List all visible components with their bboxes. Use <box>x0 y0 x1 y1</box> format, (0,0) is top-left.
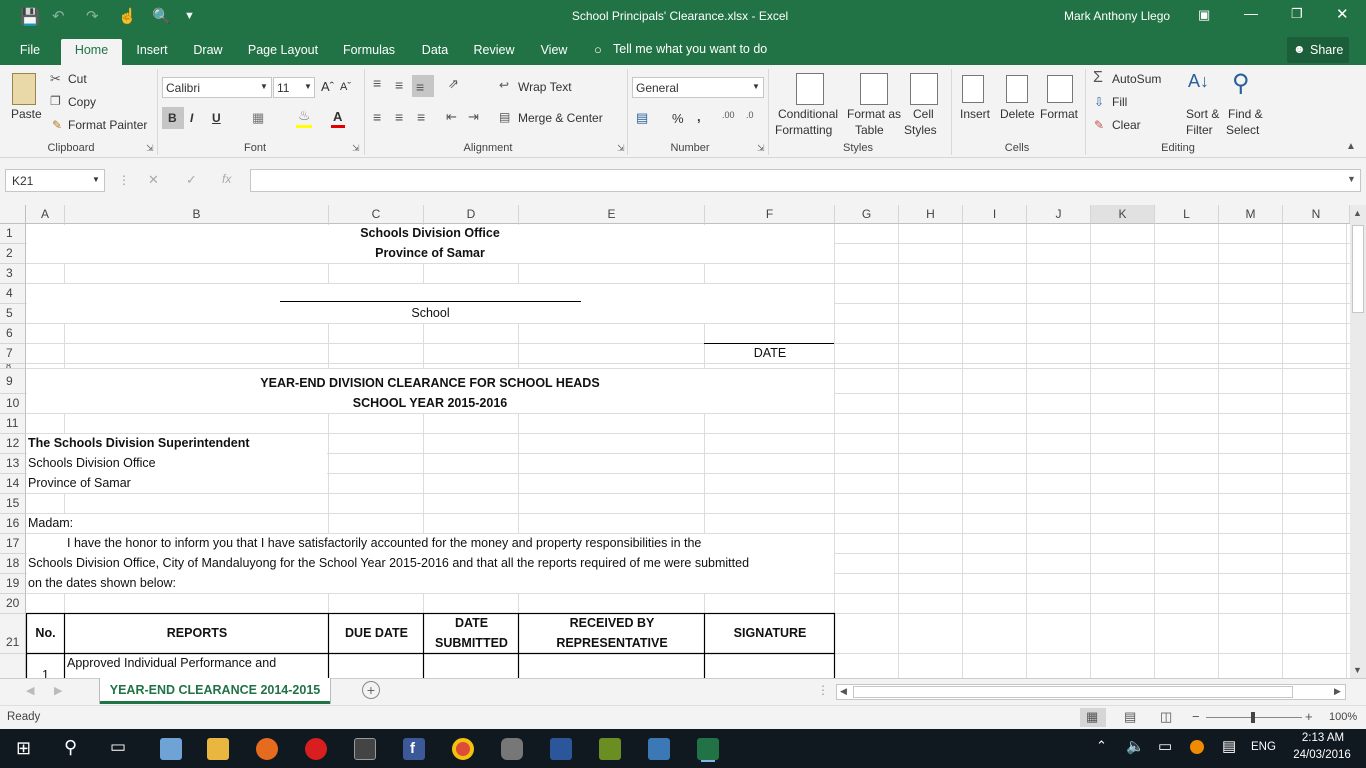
number-launcher-icon[interactable]: ⇲ <box>757 143 765 153</box>
tab-page-layout[interactable]: Page Layout <box>247 43 319 57</box>
format-painter-icon: ✎ <box>52 118 63 132</box>
orientation-icon[interactable]: ⇗ <box>448 76 459 91</box>
row-header[interactable]: 6 <box>0 324 26 344</box>
font-launcher-icon[interactable]: ⇲ <box>352 143 360 153</box>
tab-draw[interactable]: Draw <box>193 43 223 57</box>
row-header[interactable]: 8 <box>0 364 26 369</box>
paste-button[interactable]: Paste <box>11 107 42 121</box>
number-format-dropdown[interactable] <box>632 77 764 98</box>
group-label-font: Font <box>243 142 266 154</box>
conditional-formatting-line2: Formatting <box>775 123 833 137</box>
format-painter-button[interactable]: Format Painter <box>68 118 148 132</box>
group-label-clipboard: Clipboard <box>47 142 95 154</box>
sheet-tab-active[interactable] <box>100 678 330 704</box>
file-explorer-icon[interactable] <box>207 738 229 760</box>
copy-button[interactable]: Copy <box>68 95 97 109</box>
status-bar <box>0 705 1366 729</box>
scroll-right-icon[interactable]: ▶ <box>1334 686 1341 696</box>
conditional-formatting-icon <box>796 73 824 105</box>
row-header[interactable]: 20 <box>0 594 26 614</box>
cell-body-line2[interactable]: Schools Division Office, City of Mandaluyong for the School Year 2015-2016 and that all the reports required of me were submitted <box>28 556 750 570</box>
row-header[interactable]: 18 <box>0 554 26 574</box>
restore-icon[interactable]: ❐ <box>1291 6 1303 21</box>
clock-time[interactable]: 2:13 AM <box>1301 732 1345 744</box>
ribbon <box>0 65 1366 158</box>
row-header[interactable]: 12 <box>0 434 26 454</box>
row-header[interactable]: 19 <box>0 574 26 594</box>
cell-styles-button[interactable]: Cell <box>913 107 934 121</box>
divider <box>157 69 158 155</box>
chevron-down-icon: ▼ <box>752 82 760 91</box>
delete-cells-button[interactable]: Delete <box>1000 107 1035 121</box>
cell-date-label[interactable]: DATE <box>753 346 787 360</box>
row-header[interactable]: 11 <box>0 414 26 434</box>
copy-icon: ❐ <box>50 94 61 108</box>
font-color-icon[interactable]: A <box>333 109 343 124</box>
zoom-out-icon[interactable]: − <box>1192 709 1200 724</box>
cut-button[interactable]: Cut <box>68 72 87 86</box>
table-header-due-date[interactable]: DUE DATE <box>345 626 408 640</box>
person-icon: ☻ <box>1293 42 1306 56</box>
comma-button[interactable]: , <box>697 109 701 124</box>
facebook-icon[interactable] <box>403 738 425 760</box>
cell-styles-line2: Styles <box>904 123 937 137</box>
align-top-icon[interactable]: ≡ <box>373 75 382 91</box>
row-header[interactable]: 1 <box>0 224 26 244</box>
cell-addressee[interactable]: The Schools Division Superintendent <box>28 436 250 450</box>
vertical-scrollbar[interactable] <box>1350 205 1366 678</box>
alignment-launcher-icon[interactable]: ⇲ <box>617 143 625 153</box>
cell-address-line1[interactable]: Schools Division Office <box>28 456 156 470</box>
fill-color-swatch <box>296 125 312 128</box>
minimize-icon[interactable]: — <box>1244 5 1258 21</box>
number-format-value: General <box>636 81 679 95</box>
column-header-j[interactable]: J <box>1027 205 1091 224</box>
tab-data[interactable]: Data <box>421 43 449 57</box>
windows-start-icon[interactable]: ⊞ <box>16 738 32 758</box>
action-center-icon[interactable]: ▤ <box>1222 738 1237 755</box>
show-hidden-icons-icon[interactable]: ⌃ <box>1096 738 1107 753</box>
tab-formulas[interactable]: Formulas <box>342 43 396 57</box>
group-label-editing: Editing <box>1161 142 1195 154</box>
tab-insert[interactable]: Insert <box>136 43 168 57</box>
spreadsheet-grid[interactable] <box>0 205 1350 678</box>
sort-filter-button[interactable]: Sort & <box>1186 107 1220 121</box>
h-scroll-thumb[interactable] <box>853 686 1293 698</box>
share-label: Share <box>1310 43 1344 57</box>
column-header-i[interactable]: I <box>963 205 1027 224</box>
wrap-text-button[interactable]: Wrap Text <box>518 80 572 94</box>
autosum-icon: Σ <box>1093 69 1103 86</box>
column-header-a[interactable]: A <box>26 205 65 224</box>
page-break-view-icon[interactable]: ◫ <box>1160 709 1173 724</box>
save-icon[interactable]: 💾 <box>20 9 40 26</box>
notepad-icon[interactable] <box>160 738 182 760</box>
page-layout-view-icon[interactable]: ▤ <box>1124 709 1137 724</box>
row-header[interactable]: 16 <box>0 514 26 534</box>
enter-icon[interactable]: ✓ <box>186 172 197 187</box>
table-header-reports[interactable]: REPORTS <box>166 626 228 640</box>
sort-filter-icon: A↓ <box>1188 71 1210 91</box>
cell-office-title[interactable]: Schools Division Office <box>360 226 500 240</box>
autosum-button[interactable]: AutoSum <box>1112 72 1162 86</box>
table-cell-item-report[interactable]: Approved Individual Performance and <box>67 656 277 670</box>
cancel-icon[interactable]: ✕ <box>148 172 159 187</box>
app-icon[interactable] <box>648 738 670 760</box>
tab-view[interactable]: View <box>540 43 568 57</box>
clear-button[interactable]: Clear <box>1112 118 1141 132</box>
row-header[interactable]: 21 <box>0 614 26 654</box>
window-title: School Principals' Clearance.xlsx - Excel <box>571 9 789 23</box>
merge-icon: ▤ <box>499 110 511 124</box>
prev-sheet-icon[interactable]: ◀ <box>26 685 35 697</box>
chevron-down-icon: ▼ <box>304 82 312 91</box>
undo-icon[interactable]: ↶ <box>52 8 65 25</box>
align-bottom-icon: ≡ <box>416 79 425 95</box>
chrome-icon[interactable] <box>452 738 474 760</box>
insert-function-button[interactable]: fx <box>222 172 232 186</box>
zoom-slider-thumb[interactable] <box>1251 712 1255 723</box>
row-header[interactable]: 7 <box>0 344 26 364</box>
insert-cells-button[interactable]: Insert <box>960 107 991 121</box>
ribbon-tabs <box>0 34 1366 65</box>
divider <box>951 69 952 155</box>
touch-mode-icon[interactable]: ☝ <box>118 8 137 25</box>
collapse-ribbon-icon[interactable]: ▲ <box>1346 141 1356 152</box>
font-size-dropdown[interactable] <box>273 77 315 98</box>
cell-clearance-title[interactable]: YEAR-END DIVISION CLEARANCE FOR SCHOOL HEADS <box>260 376 600 390</box>
user-name[interactable]: Mark Anthony Llego <box>1064 9 1171 23</box>
zoom-in-icon[interactable]: + <box>1305 709 1313 724</box>
align-middle-icon[interactable]: ≡ <box>395 77 404 93</box>
increase-font-icon[interactable]: Aˆ <box>321 79 334 94</box>
customize-qat-icon[interactable]: ▼ <box>184 10 195 22</box>
table-header-submitted[interactable]: SUBMITTED <box>435 636 508 650</box>
table-header-signature[interactable]: SIGNATURE <box>733 626 807 640</box>
ribbon-display-icon[interactable]: ▣ <box>1198 7 1211 22</box>
fill-color-icon[interactable]: ♨ <box>298 107 311 123</box>
title-bar <box>0 0 1366 34</box>
network-icon[interactable]: ▭ <box>1158 738 1173 755</box>
clipboard-launcher-icon[interactable]: ⇲ <box>146 143 154 153</box>
sheet-tab-bar <box>0 678 1366 705</box>
find-select-line2: Select <box>1226 123 1260 137</box>
row-header[interactable]: 10 <box>0 394 26 414</box>
formula-input[interactable] <box>250 169 1361 192</box>
task-view-icon[interactable]: ▭ <box>110 737 127 756</box>
table-cell-item-no[interactable]: 1 <box>42 668 49 678</box>
cut-icon: ✂ <box>50 71 61 86</box>
column-header-k[interactable]: K <box>1091 205 1155 224</box>
notification-app-icon[interactable] <box>1190 740 1204 754</box>
tell-me-input[interactable]: Tell me what you want to do <box>613 42 768 56</box>
cisco-webex-icon[interactable] <box>305 738 327 760</box>
facebook-letter: f <box>410 740 415 757</box>
cell-body-line1[interactable]: I have the honor to inform you that I have satisfactorily accounted for the money and property responsibilities in the <box>67 536 702 550</box>
scroll-thumb[interactable] <box>1352 225 1364 313</box>
table-header-date[interactable]: DATE <box>454 616 489 630</box>
fill-icon: ⇩ <box>1094 95 1105 109</box>
excel-icon[interactable] <box>697 738 719 760</box>
word-icon[interactable] <box>550 738 572 760</box>
scroll-left-icon[interactable]: ◀ <box>840 686 847 696</box>
bold-label: B <box>168 111 177 125</box>
status-ready: Ready <box>7 711 41 723</box>
close-icon[interactable]: ✕ <box>1336 6 1349 23</box>
wrap-text-icon: ↩ <box>499 78 510 92</box>
row-header[interactable]: 13 <box>0 454 26 474</box>
share-button[interactable] <box>1287 37 1349 63</box>
currency-icon[interactable]: ▤ <box>636 110 649 125</box>
increase-indent-icon[interactable]: ⇥ <box>468 109 479 124</box>
publisher-icon[interactable] <box>599 738 621 760</box>
firefox-icon[interactable] <box>256 738 278 760</box>
divider <box>364 69 365 155</box>
conditional-formatting-button[interactable]: Conditional <box>778 107 839 121</box>
volume-icon[interactable]: 🔈 <box>1126 738 1145 755</box>
find-select-button[interactable]: Find & <box>1228 107 1263 121</box>
redo-icon[interactable]: ↷ <box>86 8 99 25</box>
sort-filter-line2: Filter <box>1186 123 1213 137</box>
font-name-value: Calibri <box>166 81 201 95</box>
group-label-number: Number <box>670 142 710 154</box>
row-header[interactable]: 3 <box>0 264 26 284</box>
format-cells-icon <box>1047 75 1073 103</box>
cell-salutation[interactable]: Madam: <box>28 516 74 530</box>
table-header-received-by[interactable]: RECEIVED BY <box>569 616 655 630</box>
group-label-alignment: Alignment <box>463 142 513 154</box>
divider <box>1085 69 1086 155</box>
column-header-h[interactable]: H <box>899 205 963 224</box>
align-left-icon[interactable]: ≡ <box>373 109 382 125</box>
next-sheet-icon[interactable]: ▶ <box>54 685 63 697</box>
bold-button[interactable] <box>162 107 184 129</box>
zoom-level[interactable]: 100% <box>1329 711 1358 723</box>
print-preview-icon[interactable]: 🔍 <box>152 8 171 25</box>
table-header-representative[interactable]: REPRESENTATIVE <box>556 636 668 650</box>
formula-bar-handle-icon: ⋮ <box>118 173 130 187</box>
expand-formula-icon[interactable]: ▼ <box>1347 174 1356 184</box>
column-header-e[interactable]: E <box>519 205 705 224</box>
font-color-swatch <box>331 125 345 128</box>
table-header-no[interactable]: No. <box>35 626 56 640</box>
merge-center-button[interactable]: Merge & Center <box>518 111 603 125</box>
row-header-partial[interactable] <box>0 654 26 678</box>
add-sheet-icon[interactable]: + <box>362 681 380 699</box>
calculator-icon[interactable] <box>354 738 376 760</box>
divider <box>768 69 769 155</box>
insert-cells-icon <box>962 75 984 103</box>
chevron-down-icon: ▼ <box>92 175 100 184</box>
row-header[interactable]: 5 <box>0 304 26 324</box>
language-indicator[interactable]: ENG <box>1251 741 1276 753</box>
decrease-decimal-icon[interactable]: .0 <box>746 110 754 120</box>
cell-body-line3[interactable]: on the dates shown below: <box>28 576 177 590</box>
row-header[interactable]: 14 <box>0 474 26 494</box>
paste-icon[interactable] <box>12 73 36 105</box>
divider <box>627 69 628 155</box>
cell-address-line2[interactable]: Province of Samar <box>28 476 131 490</box>
row-header[interactable]: 9 <box>0 369 26 394</box>
format-as-table-button[interactable]: Format as <box>847 107 902 121</box>
sheet-tab-label: YEAR-END CLEARANCE 2014-2015 <box>109 683 321 697</box>
increase-decimal-icon[interactable]: .00 <box>722 110 735 120</box>
sheet-split-handle-icon[interactable]: ⋮ <box>817 683 829 697</box>
row-header[interactable]: 17 <box>0 534 26 554</box>
clock-date[interactable]: 24/03/2016 <box>1293 749 1351 761</box>
row-header[interactable]: 2 <box>0 244 26 264</box>
column-header-m[interactable]: M <box>1219 205 1283 224</box>
underline-button[interactable]: U <box>212 111 221 125</box>
name-box[interactable] <box>5 169 105 192</box>
search-icon[interactable]: ⚲ <box>64 737 78 757</box>
format-as-table-icon <box>860 73 888 105</box>
borders-icon[interactable]: ▦ <box>252 110 265 125</box>
tab-review[interactable]: Review <box>473 43 515 57</box>
percent-button[interactable]: % <box>672 111 684 126</box>
cell-province-title[interactable]: Province of Samar <box>375 246 485 260</box>
column-header-d[interactable]: D <box>424 205 519 224</box>
tab-home[interactable]: Home <box>61 39 122 65</box>
column-header-g[interactable]: G <box>835 205 899 224</box>
normal-view-icon: ▦ <box>1086 709 1099 724</box>
name-box-value: K21 <box>12 174 34 188</box>
font-name-dropdown[interactable] <box>162 77 272 98</box>
column-header-n[interactable]: N <box>1283 205 1350 224</box>
column-header-f[interactable]: F <box>705 205 835 224</box>
align-center-icon[interactable]: ≡ <box>395 109 404 125</box>
format-as-table-line2: Table <box>855 123 884 137</box>
lightbulb-icon: ○ <box>594 42 602 57</box>
select-all-corner[interactable] <box>0 205 26 224</box>
cell-school-label[interactable]: School <box>411 306 450 320</box>
formula-bar <box>0 158 1366 205</box>
column-header-l[interactable]: L <box>1155 205 1219 224</box>
decrease-font-icon[interactable]: Aˇ <box>340 81 351 93</box>
horizontal-scrollbar[interactable] <box>836 684 1346 700</box>
chevron-down-icon: ▼ <box>260 82 268 91</box>
eraser-icon: ✎ <box>1094 118 1105 132</box>
scroll-down-icon[interactable]: ▼ <box>1353 665 1362 675</box>
column-header-b[interactable]: B <box>65 205 329 224</box>
taskbar <box>0 729 1366 768</box>
group-label-cells: Cells <box>1004 142 1030 154</box>
delete-cells-icon <box>1006 75 1028 103</box>
group-label-styles: Styles <box>843 142 873 154</box>
row-header[interactable]: 4 <box>0 284 26 304</box>
cell-school-year[interactable]: SCHOOL YEAR 2015-2016 <box>352 396 508 410</box>
font-size-value: 11 <box>277 81 290 95</box>
database-icon[interactable] <box>501 738 523 760</box>
fill-button[interactable]: Fill <box>1112 95 1128 109</box>
format-cells-button[interactable]: Format <box>1040 107 1079 121</box>
row-header[interactable]: 15 <box>0 494 26 514</box>
find-icon: ⚲ <box>1232 70 1250 97</box>
cell-styles-icon <box>910 73 938 105</box>
italic-button[interactable]: I <box>190 111 194 125</box>
align-right-icon[interactable]: ≡ <box>417 109 426 125</box>
column-header-c[interactable]: C <box>329 205 424 224</box>
scroll-up-icon[interactable]: ▲ <box>1353 208 1362 218</box>
normal-view-button[interactable] <box>1080 708 1106 727</box>
decrease-indent-icon[interactable]: ⇤ <box>446 109 457 124</box>
tab-file[interactable]: File <box>19 43 41 57</box>
